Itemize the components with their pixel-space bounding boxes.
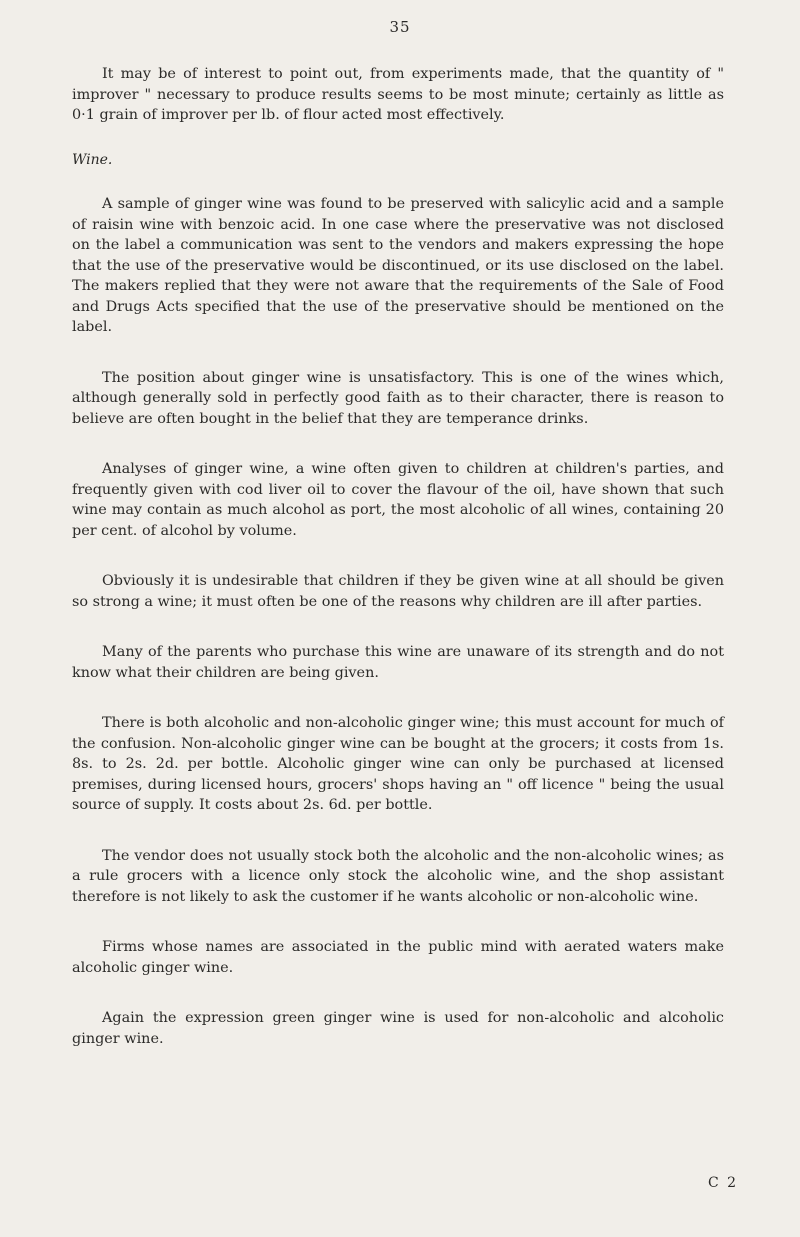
- paragraph-parents-unaware: Many of the parents who purchase this wine are unaware of its strength and do not know what their children are being given.: [72, 644, 724, 681]
- paragraph-preservative-sample: A sample of ginger wine was found to be preserved with salicylic acid and a sample of raisin wine with benzoic acid. In one case where the preservative was not disclosed on the label a communication was sent to the vendors and makers expressing the hope that the use of the preservative would be discontinued, or its use disclosed on the label. The makers replied that they were not aware that the requirements of the Sale of Food and Drugs Acts specified that the use of the preservative should be mentioned on the label.: [72, 196, 724, 335]
- paragraph-green-ginger-wine: Again the expression green ginger wine is used for non-alcoholic and alcoholic ginger wine.: [72, 1010, 724, 1047]
- page-number: 35: [389, 18, 411, 36]
- paragraph-ginger-wine-analyses: Analyses of ginger wine, a wine often given to children at children's parties, and frequently given with cod liver oil to cover the flavour of the oil, have shown that such wine may contain as much alcohol as port, the most alcoholic of all wines, containing 20 per cent. of alcohol by volume.: [72, 461, 724, 539]
- signature-mark: C 2: [708, 1175, 739, 1191]
- section-heading-wine: Wine.: [72, 151, 113, 168]
- paragraph-improver: It may be of interest to point out, from experiments made, that the quantity of " improver " necessary to produce results seems to be most minute; certainly as little as 0·1 grain of improver per lb. of flour acted most effectively.: [72, 66, 724, 123]
- paragraph-children-wine: Obviously it is undesirable that children if they be given wine at all should be given so strong a wine; it must often be one of the reasons why children are ill after parties.: [72, 573, 724, 610]
- body-text: [72, 64, 724, 1079]
- paragraph-vendor-stock: The vendor does not usually stock both the alcoholic and the non-alcoholic wines; as a rule grocers with a licence only stock the alcoholic wine, and the shop assistant therefore is not likely to ask the customer if he wants alcoholic or non-alcoholic wine.: [72, 847, 724, 905]
- paragraph-ginger-wine-position: The position about ginger wine is unsatisfactory. This is one of the wines which, although generally sold in perfectly good faith as to their character, there is reason to believe are often bought in the belief that they are temperance drinks.: [72, 369, 724, 427]
- paragraph-firms-aerated-waters: Firms whose names are associated in the public mind with aerated waters make alcoholic ginger wine.: [72, 939, 724, 976]
- paragraph-alcoholic-nonalcoholic: There is both alcoholic and non-alcoholic ginger wine; this must account for much of the confusion. Non-alcoholic ginger wine can be bought at the grocers; it costs from 1s. 8s. to 2s. 2d. per bottle. Alcoholic ginger wine can only be purchased at licensed premises, during licensed hours, grocers' shops having an " off licence " being the usual source of supply. It costs about 2s. 6d. per bottle.: [72, 715, 724, 813]
